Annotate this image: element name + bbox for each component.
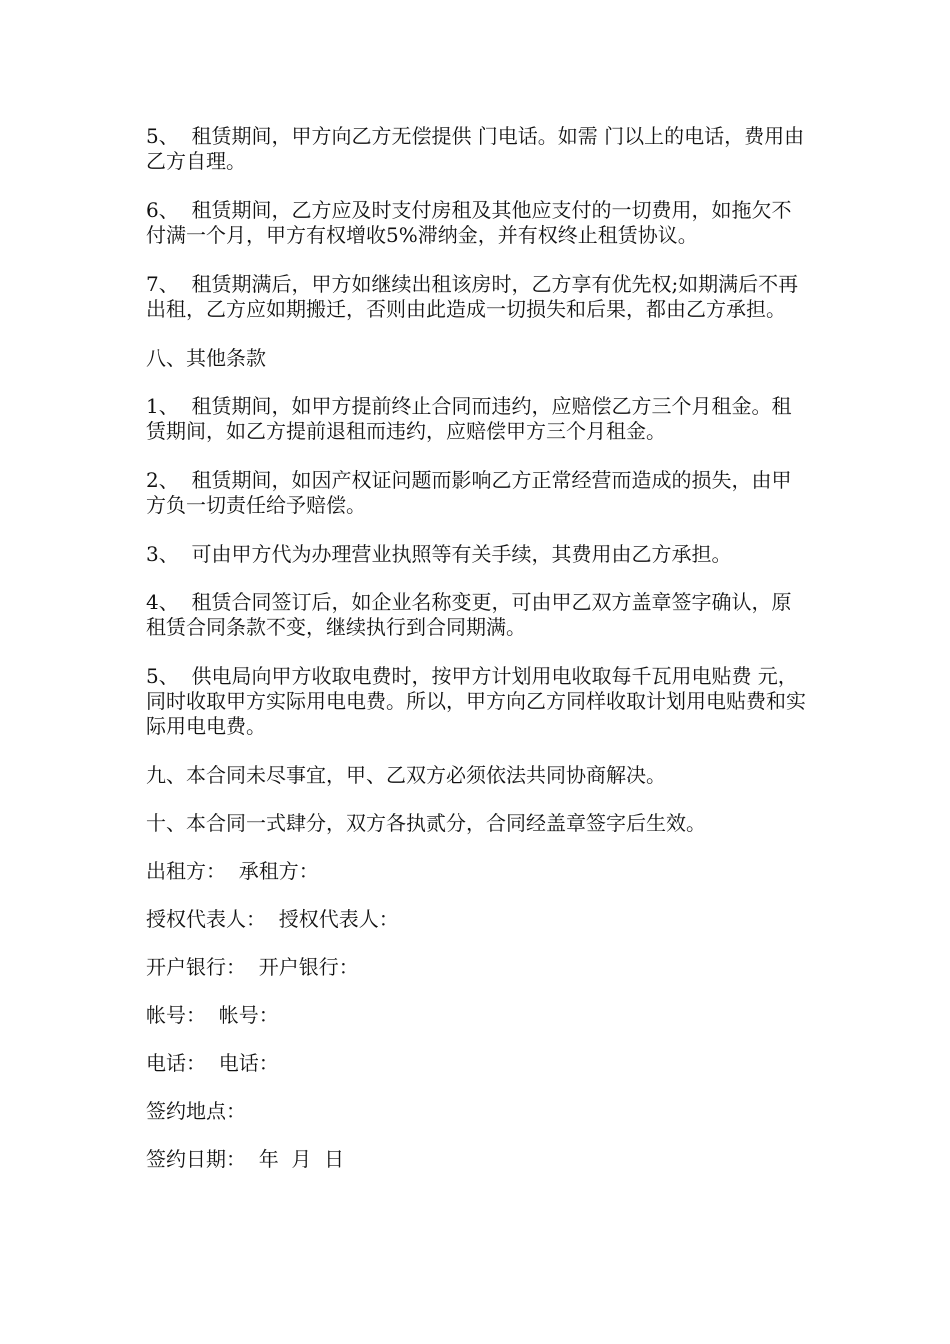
clause-7-renewal: 7、 租赁期满后，甲方如继续出租该房时，乙方享有优先权;如期满后不再出租，乙方应如期搬迁，否则由此造成一切损失和后果，都由乙方承担。 xyxy=(146,272,799,321)
section-8-clause-1: 1、 租赁期间，如甲方提前终止合同而违约，应赔偿乙方三个月租金。租赁期间，如乙方提前退租而违约，应赔偿甲方三个月租金。 xyxy=(146,394,792,443)
signature-banks: 开户银行： 开户银行： xyxy=(146,955,359,979)
section-8-clause-5: 5、 供电局向甲方收取电费时，按甲方计划用电收取每千瓦用电贴费 元，同时收取甲方实际用电电费。所以，甲方向乙方同样收取计划用电贴费和实际用电电费。 xyxy=(146,664,806,738)
signature-representatives: 授权代表人： 授权代表人： xyxy=(146,907,399,931)
section-8-clause-3: 3、 可由甲方代为办理营业执照等有关手续，其费用由乙方承担。 xyxy=(146,542,732,566)
signing-date: 签约日期： 年 月 日 xyxy=(146,1147,345,1171)
signature-parties: 出租方： 承租方： xyxy=(146,859,319,883)
section-10: 十、本合同一式肆分，双方各执贰分，合同经盖章签字后生效。 xyxy=(146,811,706,835)
signature-phones: 电话： 电话： xyxy=(146,1051,279,1075)
clause-6-payment: 6、 租赁期间，乙方应及时支付房租及其他应支付的一切费用，如拖欠不付满一个月，甲方有权增收5%滞纳金，并有权终止租赁协议。 xyxy=(146,198,792,247)
signing-location: 签约地点： xyxy=(146,1099,246,1123)
clause-5-telephone: 5、 租赁期间，甲方向乙方无偿提供 门电话。如需 门以上的电话，费用由乙方自理。 xyxy=(146,124,805,173)
section-9: 九、本合同未尽事宜，甲、乙双方必须依法共同协商解决。 xyxy=(146,763,666,787)
document-page xyxy=(146,124,806,1195)
section-8-clause-4: 4、 租赁合同签订后，如企业名称变更，可由甲乙双方盖章签字确认，原租赁合同条款不变，继续执行到合同期满。 xyxy=(146,590,792,639)
signature-accounts: 帐号： 帐号： xyxy=(146,1003,279,1027)
section-8-clause-2: 2、 租赁期间，如因产权证问题而影响乙方正常经营而造成的损失，由甲方负一切责任给予赔偿。 xyxy=(146,468,792,517)
section-8-heading: 八、其他条款 xyxy=(146,346,266,370)
